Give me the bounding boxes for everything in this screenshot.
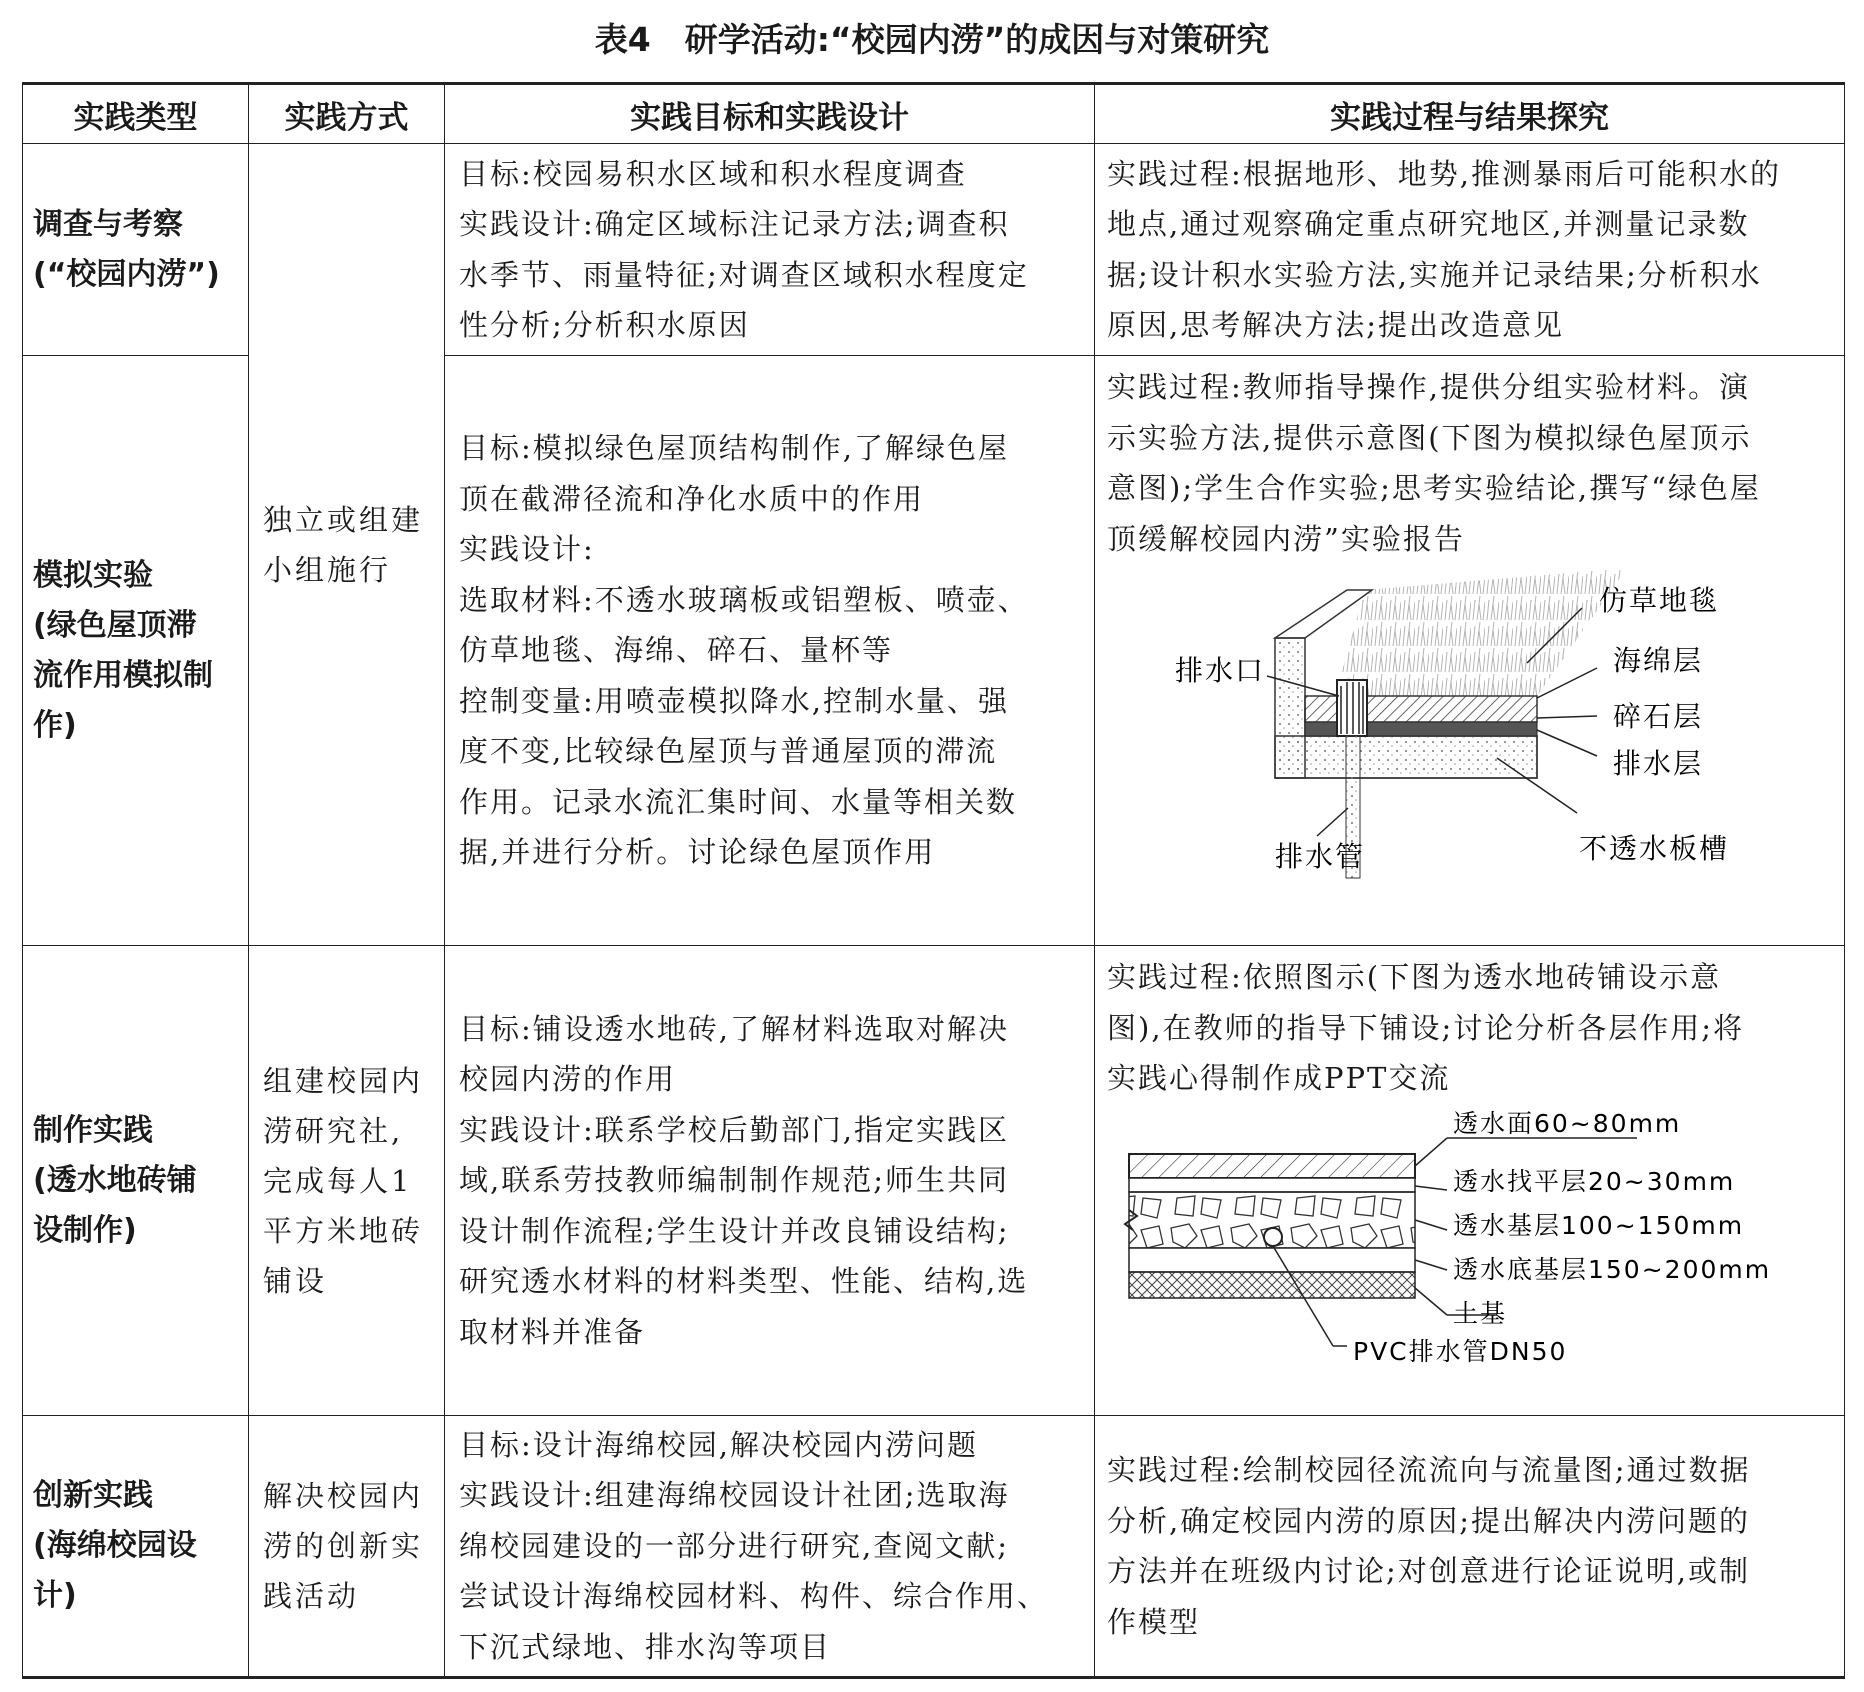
goal-line: 取材料并准备 bbox=[459, 1314, 646, 1349]
result-line: 实践过程:根据地形、地势,推测暴雨后可能积水的 bbox=[1107, 156, 1781, 191]
result-line: 地点,通过观察确定重点研究地区,并测量记录数 bbox=[1107, 207, 1750, 241]
result-cell bbox=[1095, 356, 1845, 946]
goal-line: 目标:铺设透水地砖,了解材料选取对解决 bbox=[459, 1011, 1009, 1046]
result-line: 意图);学生合作实验;思考实验结论,撰写“绿色屋 bbox=[1107, 471, 1761, 505]
goal-line: 尝试设计海绵校园材料、构件、综合作用、 bbox=[459, 1579, 1049, 1614]
label-pvc-pipe: PVC排水管DN50 bbox=[1353, 1336, 1568, 1366]
result-line: 示实验方法,提供示意图(下图为模拟绿色屋顶示 bbox=[1107, 420, 1752, 455]
result-line: 实践过程:教师指导操作,提供分组实验材料。演 bbox=[1107, 370, 1750, 404]
type-cell bbox=[23, 1416, 249, 1678]
method-line: 小组施行 bbox=[263, 552, 392, 587]
layer-subbase bbox=[1129, 1248, 1415, 1272]
type-line: 流作用模拟制 bbox=[33, 657, 213, 693]
type-cell bbox=[23, 356, 249, 946]
method-line: 独立或组建 bbox=[263, 502, 424, 537]
result-line: 分析,确定校园内涝的原因;提出解决内涝问题的 bbox=[1107, 1503, 1750, 1538]
goal-line: 顶在截滞径流和净化水质中的作用 bbox=[459, 481, 925, 516]
header-row bbox=[23, 84, 1845, 144]
type-cell bbox=[23, 946, 249, 1416]
header-type: 实践类型 bbox=[23, 84, 249, 144]
goal-line: 水季节、雨量特征;对调查区域积水程度定 bbox=[459, 257, 1029, 292]
type-line: (海绵校园设 bbox=[33, 1528, 197, 1563]
green-roof-diagram bbox=[1107, 568, 1835, 898]
goal-line: 研究透水材料的材料类型、性能、结构,选 bbox=[459, 1264, 1029, 1299]
layer-leveling bbox=[1129, 1178, 1415, 1192]
paving-layers bbox=[1125, 1154, 1415, 1298]
type-cell bbox=[23, 144, 249, 356]
activity-table bbox=[22, 82, 1845, 1679]
goal-cell bbox=[445, 144, 1095, 356]
label-pipe: 排水管 bbox=[1275, 840, 1366, 873]
type-line: 作) bbox=[33, 707, 77, 743]
label-soil: 土基 bbox=[1453, 1298, 1508, 1328]
method-line: 践活动 bbox=[263, 1579, 360, 1613]
label-sponge: 海绵层 bbox=[1613, 644, 1704, 677]
method-line: 平方米地砖 bbox=[263, 1213, 424, 1248]
label-drain-layer: 排水层 bbox=[1613, 747, 1704, 780]
method-line: 铺设 bbox=[263, 1263, 328, 1298]
method-cell-merged bbox=[249, 144, 445, 946]
type-line: (“校园内涝”) bbox=[33, 256, 220, 292]
table-row bbox=[23, 144, 1845, 356]
goal-line: 实践设计:组建海绵校园设计社团;选取海 bbox=[459, 1478, 1010, 1513]
goal-line: 实践设计: bbox=[459, 532, 595, 567]
result-line: 方法并在班级内讨论;对创意进行论证说明,或制 bbox=[1107, 1554, 1750, 1588]
base-slab bbox=[1275, 736, 1537, 778]
label-base: 透水基层100~150mm bbox=[1453, 1210, 1745, 1240]
goal-line: 绵校园建设的一部分进行研究,查阅文献; bbox=[459, 1528, 1009, 1563]
result-line: 实践心得制作成PPT交流 bbox=[1107, 1061, 1451, 1095]
goal-line: 实践设计:确定区域标注记录方法;调查积 bbox=[459, 207, 1010, 241]
goal-line: 校园内涝的作用 bbox=[459, 1062, 677, 1097]
result-cell bbox=[1095, 1416, 1845, 1678]
method-line: 涝研究社, bbox=[263, 1113, 404, 1148]
label-surface: 透水面60~80mm bbox=[1453, 1109, 1682, 1138]
type-line: (绿色屋顶滞 bbox=[33, 607, 197, 643]
result-cell bbox=[1095, 946, 1845, 1416]
header-result: 实践过程与结果探究 bbox=[1095, 84, 1845, 144]
method-line: 完成每人1 bbox=[263, 1163, 413, 1198]
goal-line: 仿草地毯、海绵、碎石、量杯等 bbox=[459, 633, 894, 668]
goal-line: 设计制作流程;学生设计并改良铺设结构; bbox=[459, 1213, 1010, 1248]
goal-line: 选取材料:不透水玻璃板或铝塑板、喷壶、 bbox=[459, 582, 1029, 617]
result-line: 顶缓解校园内涝”实验报告 bbox=[1107, 521, 1465, 556]
layer-soil bbox=[1129, 1272, 1415, 1298]
method-cell bbox=[249, 946, 445, 1416]
result-line: 图),在教师的指导下铺设;讨论分析各层作用;将 bbox=[1107, 1010, 1745, 1045]
type-line: 调查与考察 bbox=[33, 206, 183, 242]
goal-cell bbox=[445, 1416, 1095, 1678]
result-line: 原因,思考解决方法;提出改造意见 bbox=[1107, 308, 1564, 342]
table-title: 研学活动:“校园内涝”的成因与对策研究 bbox=[684, 20, 1270, 59]
table-row bbox=[23, 1416, 1845, 1678]
header-goal: 实践目标和实践设计 bbox=[445, 84, 1095, 144]
goal-line: 目标:设计海绵校园,解决校园内涝问题 bbox=[459, 1427, 978, 1462]
label-leveling: 透水找平层20~30mm bbox=[1453, 1166, 1736, 1196]
goal-line: 据,并进行分析。讨论绿色屋顶作用 bbox=[459, 835, 936, 870]
goal-cell bbox=[445, 356, 1095, 946]
type-line: 制作实践 bbox=[33, 1112, 153, 1148]
goal-line: 目标:模拟绿色屋顶结构制作,了解绿色屋 bbox=[459, 431, 1009, 466]
label-gravel: 碎石层 bbox=[1613, 700, 1704, 733]
result-line: 实践过程:依照图示(下图为透水地砖铺设示意 bbox=[1107, 960, 1722, 994]
result-line: 实践过程:绘制校园径流流向与流量图;通过数据 bbox=[1107, 1453, 1751, 1487]
method-cell bbox=[249, 1416, 445, 1678]
result-cell bbox=[1095, 144, 1845, 356]
method-line: 解决校园内 bbox=[263, 1479, 424, 1513]
result-line: 作模型 bbox=[1107, 1604, 1201, 1639]
goal-cell bbox=[445, 946, 1095, 1416]
goal-line: 度不变,比较绿色屋顶与普通屋顶的滞流 bbox=[459, 734, 998, 769]
permeable-paving-diagram bbox=[1107, 1110, 1835, 1380]
method-line: 组建校园内 bbox=[263, 1063, 424, 1098]
type-line: 设制作) bbox=[33, 1212, 137, 1248]
method-line: 涝的创新实 bbox=[263, 1529, 424, 1563]
goal-line: 控制变量:用喷壶模拟降水,控制水量、强 bbox=[459, 683, 1009, 718]
type-line: 模拟实验 bbox=[33, 557, 153, 593]
label-tray: 不透水板槽 bbox=[1579, 832, 1730, 865]
grass-texture bbox=[1335, 568, 1627, 696]
goal-line: 实践设计:联系学校后勤部门,指定实践区 bbox=[459, 1112, 1009, 1147]
layer-surface bbox=[1129, 1154, 1415, 1178]
goal-line: 目标:校园易积水区域和积水程度调查 bbox=[459, 156, 967, 191]
type-line: (透水地砖铺 bbox=[33, 1162, 197, 1198]
goal-line: 下沉式绿地、排水沟等项目 bbox=[459, 1629, 832, 1664]
header-method: 实践方式 bbox=[249, 84, 445, 144]
goal-line: 域,联系劳技教师编制制作规范;师生共同 bbox=[459, 1163, 1009, 1198]
label-subbase: 透水底基层150~200mm bbox=[1453, 1254, 1772, 1284]
table-row bbox=[23, 946, 1845, 1416]
pvc-pipe bbox=[1264, 1228, 1282, 1246]
table-number: 表4 bbox=[594, 20, 651, 59]
goal-line: 性分析;分析积水原因 bbox=[459, 308, 750, 342]
type-line: 计) bbox=[33, 1578, 77, 1613]
type-line: 创新实践 bbox=[33, 1478, 153, 1513]
label-outlet: 排水口 bbox=[1175, 654, 1266, 687]
result-line: 据;设计积水实验方法,实施并记录结果;分析积水 bbox=[1107, 257, 1762, 292]
goal-line: 作用。记录水流汇集时间、水量等相关数 bbox=[459, 784, 1018, 819]
label-grass: 仿草地毯 bbox=[1599, 584, 1720, 617]
table-caption bbox=[0, 14, 1864, 61]
